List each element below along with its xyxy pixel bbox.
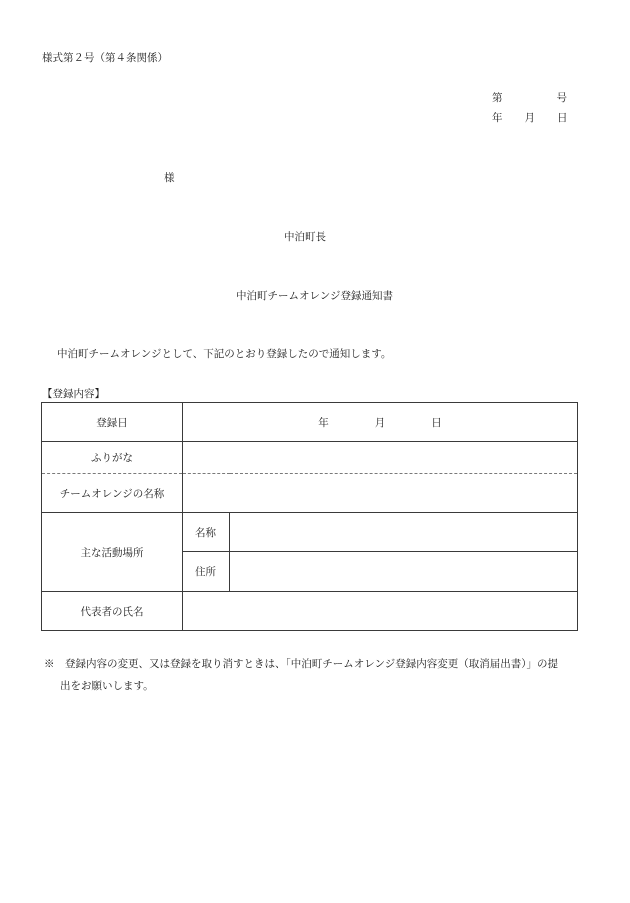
registration-date-label: 登録日 bbox=[42, 403, 183, 442]
registration-date-month: 月 bbox=[374, 416, 386, 429]
furigana-field[interactable] bbox=[183, 442, 578, 474]
activity-place-label: 主な活動場所 bbox=[42, 513, 183, 592]
addressee-honorific: 様 bbox=[164, 172, 175, 184]
document-date-day: 日 bbox=[557, 112, 568, 124]
table-row bbox=[42, 442, 578, 474]
note-line-2: 出をお願いします。 bbox=[60, 680, 154, 692]
representative-label: 代表者の氏名 bbox=[42, 592, 183, 631]
document-number-suffix: 号 bbox=[556, 92, 567, 104]
place-name-label: 名称 bbox=[183, 513, 230, 552]
document-number-prefix: 第 bbox=[492, 92, 503, 104]
section-heading: 【登録内容】 bbox=[42, 388, 105, 400]
place-name-field[interactable] bbox=[230, 513, 578, 552]
furigana-label: ふりがな bbox=[42, 442, 183, 474]
team-name-field[interactable] bbox=[183, 474, 578, 513]
document-date-month: 月 bbox=[524, 112, 535, 124]
form-number: 様式第２号（第４条関係） bbox=[42, 52, 168, 64]
table-row bbox=[42, 513, 578, 552]
table-row bbox=[42, 592, 578, 631]
document-number bbox=[492, 90, 567, 105]
registration-date-day: 日 bbox=[431, 416, 442, 429]
document-title: 中泊町チームオレンジ登録通知書 bbox=[236, 290, 393, 302]
registration-date-year: 年 bbox=[318, 416, 329, 429]
place-address-field[interactable] bbox=[230, 552, 578, 592]
representative-field[interactable] bbox=[183, 592, 578, 631]
team-name-label: チームオレンジの名称 bbox=[42, 474, 183, 513]
registration-table bbox=[41, 402, 578, 631]
note-line-1: ※ 登録内容の変更、又は登録を取り消すときは、「中泊町チームオレンジ登録内容変更（取消届出書）」の提 bbox=[44, 658, 558, 670]
body-text: 中泊町チームオレンジとして、下記のとおり登録したので通知します。 bbox=[57, 348, 392, 360]
issuer: 中泊町長 bbox=[284, 231, 326, 243]
table-row bbox=[42, 403, 578, 442]
document-date-year: 年 bbox=[492, 112, 503, 124]
registration-date-field[interactable] bbox=[183, 403, 578, 442]
table-row bbox=[42, 474, 578, 513]
document-date bbox=[492, 110, 568, 125]
place-address-label: 住所 bbox=[183, 552, 230, 592]
